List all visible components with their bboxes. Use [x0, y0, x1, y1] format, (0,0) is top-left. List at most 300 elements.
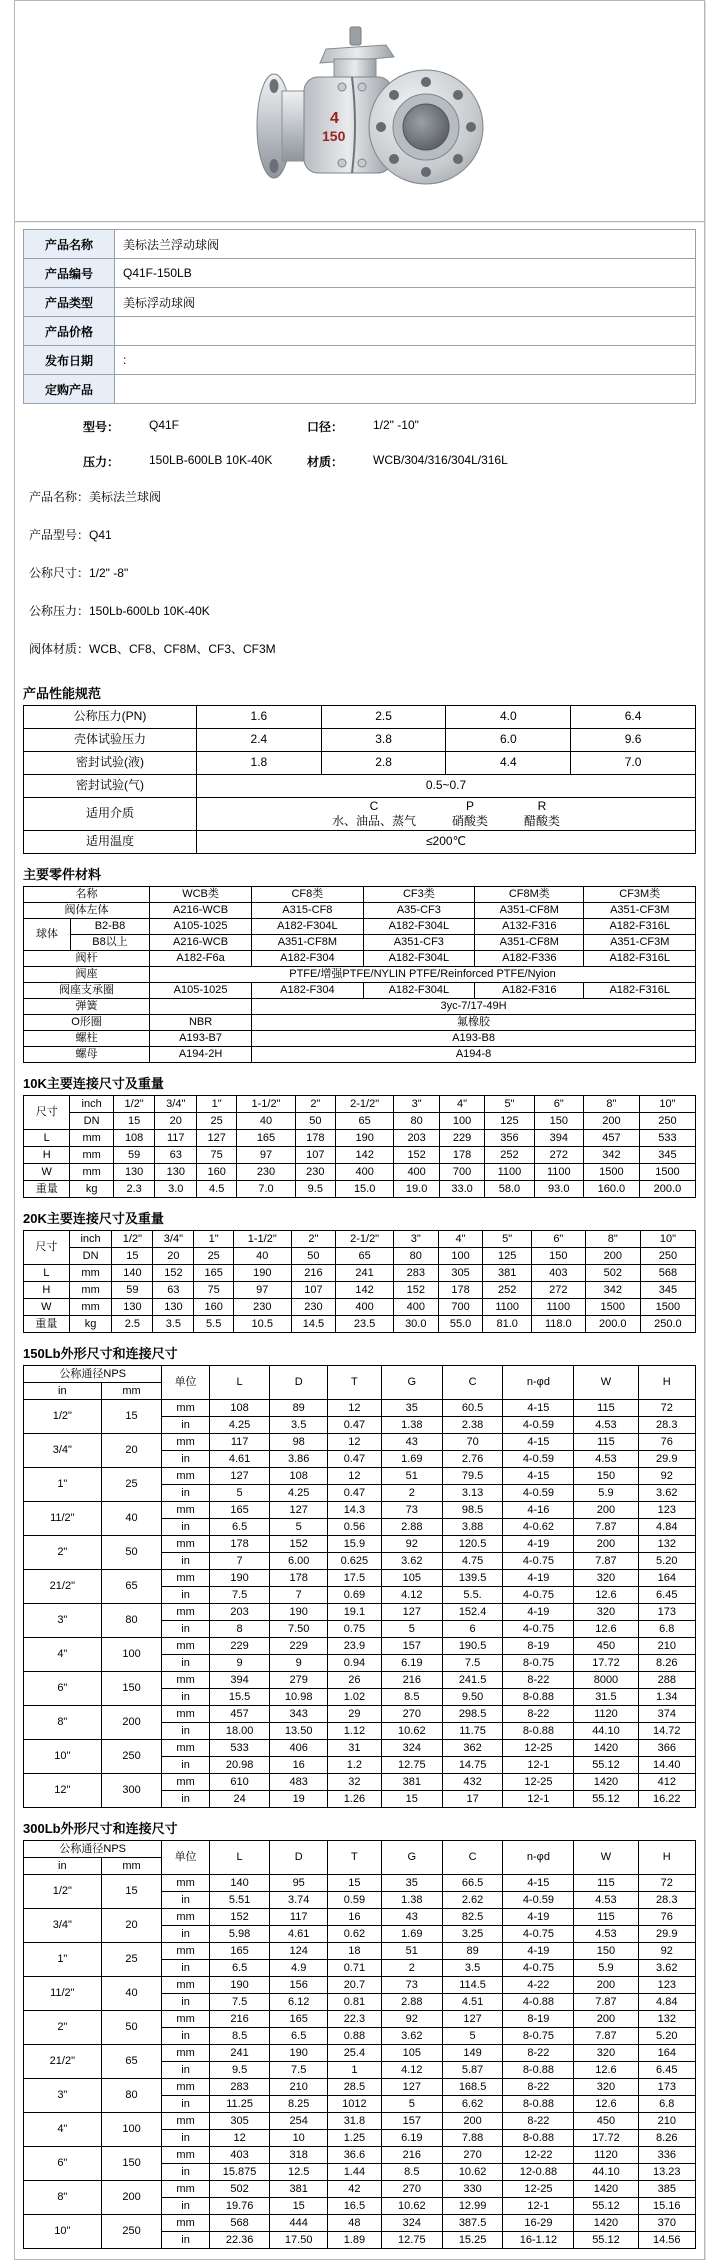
value-cell: 15.16	[638, 2198, 695, 2215]
dn-size-cell: 150	[534, 1113, 583, 1130]
product-description	[23, 474, 696, 657]
value-cell: 1.2	[327, 1757, 381, 1774]
dim-header-cell: D	[270, 1366, 327, 1400]
dn-size-cell: 50	[295, 1113, 335, 1130]
table-cell: A216-WCB	[150, 935, 252, 951]
value-cell: 4-0.75	[503, 1960, 574, 1977]
size-in-cell: 6"	[24, 1672, 102, 1706]
value-cell: 20.7	[327, 1977, 381, 1994]
unit-cell: mm	[162, 1468, 209, 1485]
value-cell: 0.47	[327, 1485, 381, 1502]
unit-cell: mm	[162, 1672, 209, 1689]
table-cell: 名称	[24, 887, 150, 903]
table-cell: 1.6	[197, 706, 322, 729]
size-in-cell: 3/4"	[24, 1909, 102, 1943]
value-cell: 5	[270, 1519, 327, 1536]
value-cell: 4.12	[381, 1587, 442, 1604]
inch-size-cell: 2"	[291, 1231, 336, 1248]
value-cell: 502	[209, 2181, 270, 2198]
value-cell: 1.38	[381, 1892, 442, 1909]
unit-cell: mm	[162, 2113, 209, 2130]
value-cell: 5.5	[194, 1316, 234, 1333]
value-cell: 7.87	[574, 1553, 638, 1570]
value-cell: 76	[638, 1909, 695, 1926]
value-cell: 241.5	[442, 1672, 503, 1689]
value-cell: 6.45	[638, 2062, 695, 2079]
value-cell: 1100	[483, 1299, 532, 1316]
table-cell: 6.4	[571, 706, 696, 729]
table-cell: A182-F304L	[363, 951, 475, 967]
info-row-value: 美标法兰浮动球阀	[115, 230, 696, 259]
unit-cell: in	[162, 1892, 209, 1909]
desc-line: 阀体材质：WCB、CF8、CF8M、CF3、CF3M	[29, 642, 276, 656]
dim-label-cell: L	[24, 1265, 70, 1282]
unit-cell: in	[162, 1485, 209, 1502]
value-cell: 342	[583, 1147, 639, 1164]
value-cell: 5.9	[574, 1960, 638, 1977]
value-cell: 1.12	[327, 1723, 381, 1740]
value-cell: 4-15	[503, 1875, 574, 1892]
desc-line: 公称尺寸：1/2" -8"	[29, 566, 129, 580]
value-cell: 250.0	[640, 1316, 695, 1333]
value-cell: 79.5	[442, 1468, 503, 1485]
inch-size-cell: 3/4"	[155, 1096, 197, 1113]
unit-cell: in	[162, 1791, 209, 1808]
value-cell: 203	[209, 1604, 270, 1621]
inch-size-cell: 5"	[483, 1231, 532, 1248]
value-cell: 0.59	[327, 1892, 381, 1909]
value-cell: 5.9	[574, 1485, 638, 1502]
value-cell: 241	[209, 2045, 270, 2062]
value-cell: 320	[574, 1570, 638, 1587]
value-cell: 7.87	[574, 1519, 638, 1536]
value-cell: 48	[327, 2215, 381, 2232]
dn-size-cell: 100	[439, 1113, 484, 1130]
value-cell: 200	[574, 1977, 638, 1994]
value-cell: 2.5	[112, 1316, 153, 1333]
value-cell: 160.0	[583, 1181, 639, 1198]
dn-size-cell: 15	[113, 1113, 155, 1130]
value-cell: 12-1	[503, 1757, 574, 1774]
table-cell: A182-F304	[252, 951, 364, 967]
table-cell: A182-F316L	[584, 919, 696, 935]
table-cell: 适用介质	[24, 798, 197, 831]
value-cell: 117	[270, 1909, 327, 1926]
value-cell: 3.5	[442, 1960, 503, 1977]
value-cell: 387.5	[442, 2215, 503, 2232]
value-cell: 394	[209, 1672, 270, 1689]
value-cell: 9.50	[442, 1689, 503, 1706]
value-cell: 4.53	[574, 1451, 638, 1468]
unit-cell: mm	[70, 1164, 113, 1181]
unit-cell: in	[162, 1655, 209, 1672]
value-cell: 10.62	[381, 2198, 442, 2215]
value-cell: 12.75	[381, 1757, 442, 1774]
value-cell: 118.0	[531, 1316, 585, 1333]
value-cell: 483	[270, 1774, 327, 1791]
value-cell: 200.0	[585, 1316, 640, 1333]
value-cell: 229	[270, 1638, 327, 1655]
value-cell: 4-16	[503, 1502, 574, 1519]
value-cell: 8.26	[638, 1655, 695, 1672]
value-cell: 58.0	[485, 1181, 534, 1198]
mm-header-cell: mm	[101, 1858, 162, 1875]
dn-size-cell: 65	[335, 1113, 393, 1130]
inch-label-cell: inch	[70, 1096, 113, 1113]
table-cell: 密封试验(液)	[24, 752, 197, 775]
value-cell: 270	[442, 2147, 503, 2164]
dim-label-cell: H	[24, 1147, 70, 1164]
value-cell: 4-0.59	[503, 1892, 574, 1909]
value-cell: 130	[112, 1299, 153, 1316]
table-cell: 螺柱	[24, 1031, 150, 1047]
value-cell: 8-0.88	[503, 2096, 574, 2113]
info-row-value: 美标浮动球阀	[115, 288, 696, 317]
value-cell: 1500	[585, 1299, 640, 1316]
table-cell: A351-CF8M	[475, 935, 584, 951]
value-cell: 6.62	[442, 2096, 503, 2113]
value-cell: 75	[194, 1282, 234, 1299]
inch-size-cell: 6"	[534, 1096, 583, 1113]
dim-header-cell: D	[270, 1841, 327, 1875]
value-cell: 16.22	[638, 1791, 695, 1808]
size-mm-cell: 80	[101, 1604, 162, 1638]
value-cell: 117	[155, 1130, 197, 1147]
value-cell: 14.72	[638, 1723, 695, 1740]
value-cell: 127	[381, 2079, 442, 2096]
value-cell: 157	[381, 1638, 442, 1655]
size-mm-cell: 25	[101, 1943, 162, 1977]
value-cell: 320	[574, 2045, 638, 2062]
value-cell: 374	[638, 1706, 695, 1723]
inch-size-cell: 1/2"	[112, 1231, 153, 1248]
table-cell: 4.0	[446, 706, 571, 729]
table-cell: PTFE/增强PTFE/NYLIN PTFE/Reinforced PTFE/Nyion	[150, 967, 696, 983]
table-cell: 0.5~0.7	[197, 775, 696, 798]
unit-cell: in	[162, 1417, 209, 1434]
dim-header-cell: n-φd	[503, 1841, 574, 1875]
value-cell: 5.87	[442, 2062, 503, 2079]
value-cell: 9	[209, 1655, 270, 1672]
value-cell: 6.45	[638, 1587, 695, 1604]
dim-label-cell: 重量	[24, 1316, 70, 1333]
value-cell: 1420	[574, 1774, 638, 1791]
dn-size-cell: 200	[583, 1113, 639, 1130]
value-cell: 55.12	[574, 2198, 638, 2215]
value-cell: 7.5	[270, 2062, 327, 2079]
value-cell: 23.5	[336, 1316, 394, 1333]
k10-table	[23, 1095, 696, 1198]
value-cell: 7.5	[442, 1655, 503, 1672]
value-cell: 178	[209, 1536, 270, 1553]
value-cell: 132	[638, 2011, 695, 2028]
table-cell: CF3M类	[584, 887, 696, 903]
value-cell: 272	[534, 1147, 583, 1164]
value-cell: 200	[442, 2113, 503, 2130]
value-cell: 1.38	[381, 1417, 442, 1434]
value-cell: 160	[197, 1164, 237, 1181]
value-cell: 11.25	[209, 2096, 270, 2113]
size-mm-cell: 15	[101, 1875, 162, 1909]
inch-size-cell: 1"	[197, 1096, 237, 1113]
value-cell: 200	[574, 1536, 638, 1553]
k20-table	[23, 1230, 696, 1333]
value-cell: 152	[270, 1536, 327, 1553]
dn-size-cell: 40	[237, 1113, 295, 1130]
value-cell: 8-0.75	[503, 1655, 574, 1672]
value-cell: 4-19	[503, 1909, 574, 1926]
value-cell: 3.62	[381, 1553, 442, 1570]
table-cell: A182-F6a	[150, 951, 252, 967]
value-cell: 345	[640, 1282, 695, 1299]
value-cell: 230	[295, 1164, 335, 1181]
size-in-cell: 1"	[24, 1943, 102, 1977]
unit-cell: mm	[162, 1570, 209, 1587]
inch-size-cell: 3/4"	[153, 1231, 194, 1248]
table-cell: 密封试验(气)	[24, 775, 197, 798]
dn-size-cell: 25	[194, 1248, 234, 1265]
inch-size-cell: 4"	[438, 1231, 483, 1248]
value-cell: 8000	[574, 1672, 638, 1689]
size-in-cell: 3/4"	[24, 1434, 102, 1468]
value-cell: 16.5	[327, 2198, 381, 2215]
value-cell: 55.12	[574, 2232, 638, 2249]
ball-valve-photo	[234, 23, 486, 199]
value-cell: 0.88	[327, 2028, 381, 2045]
value-cell: 8-0.88	[503, 1723, 574, 1740]
value-cell: 28.3	[638, 1892, 695, 1909]
unit-cell: mm	[162, 2181, 209, 2198]
value-cell: 12-0.88	[503, 2164, 574, 2181]
value-cell: 66.5	[442, 1875, 503, 1892]
unit-cell: mm	[162, 1638, 209, 1655]
nps-header-cell: 公称通径NPS	[24, 1841, 162, 1858]
value-cell: 130	[155, 1164, 197, 1181]
value-cell: 8.26	[638, 2130, 695, 2147]
value-cell: 59	[112, 1282, 153, 1299]
value-cell: 63	[155, 1147, 197, 1164]
info-row-label: 产品名称	[24, 230, 115, 259]
value-cell: 115	[574, 1875, 638, 1892]
value-cell: 17.72	[574, 1655, 638, 1672]
unit-cell: in	[162, 1689, 209, 1706]
table-cell: 6.0	[446, 729, 571, 752]
dim-label-cell: 重量	[24, 1181, 70, 1198]
table-cell: ≤200℃	[197, 831, 696, 854]
value-cell: 4-22	[503, 1977, 574, 1994]
value-cell: 164	[638, 1570, 695, 1587]
table-cell: A35-CF3	[363, 903, 475, 919]
value-cell: 0.62	[327, 1926, 381, 1943]
unit-cell: mm	[162, 1774, 209, 1791]
value-cell: 5.98	[209, 1926, 270, 1943]
unit-cell: in	[162, 1723, 209, 1740]
unit-cell: mm	[162, 2215, 209, 2232]
value-cell: 4.84	[638, 1994, 695, 2011]
quick-specs	[23, 404, 696, 474]
value-cell: 4.75	[442, 1553, 503, 1570]
value-cell: 3.62	[638, 1960, 695, 1977]
value-cell: 1420	[574, 1740, 638, 1757]
inch-size-cell: 2"	[295, 1096, 335, 1113]
unit-cell: mm	[69, 1265, 112, 1282]
value-cell: 98.5	[442, 1502, 503, 1519]
value-cell: 343	[270, 1706, 327, 1723]
value-cell: 6.8	[638, 1621, 695, 1638]
value-cell: 12.6	[574, 1587, 638, 1604]
inch-label-cell: inch	[69, 1231, 112, 1248]
value-cell: 139.5	[442, 1570, 503, 1587]
model-value: Q41F	[149, 418, 180, 432]
value-cell: 0.625	[327, 1553, 381, 1570]
table-cell: A194-2H	[150, 1047, 252, 1063]
dim-header-cell: H	[638, 1841, 695, 1875]
value-cell: 173	[638, 1604, 695, 1621]
value-cell: 2.38	[442, 1417, 503, 1434]
value-cell: 150	[574, 1468, 638, 1485]
value-cell: 142	[336, 1282, 394, 1299]
dim-header-cell: G	[381, 1841, 442, 1875]
value-cell: 89	[270, 1400, 327, 1417]
k10-title: 10K主要连接尺寸及重量	[23, 1076, 164, 1091]
unit-cell: mm	[162, 2147, 209, 2164]
value-cell: 4-0.59	[503, 1417, 574, 1434]
value-cell: 73	[381, 1502, 442, 1519]
value-cell: 457	[209, 1706, 270, 1723]
value-cell: 32	[327, 1774, 381, 1791]
value-cell: 55.0	[438, 1316, 483, 1333]
value-cell: 73	[381, 1977, 442, 1994]
value-cell: 16	[327, 1909, 381, 1926]
unit-cell: in	[162, 2028, 209, 2045]
value-cell: 381	[381, 1774, 442, 1791]
value-cell: 4.53	[574, 1926, 638, 1943]
value-cell: 22.36	[209, 2232, 270, 2249]
size-mm-cell: 150	[101, 2147, 162, 2181]
content-box	[14, 0, 705, 2260]
dim-header-cell: C	[442, 1841, 503, 1875]
value-cell: 130	[153, 1299, 194, 1316]
value-cell: 1.44	[327, 2164, 381, 2181]
value-cell: 44.10	[574, 2164, 638, 2181]
value-cell: 288	[638, 1672, 695, 1689]
value-cell: 19.0	[394, 1181, 439, 1198]
inch-size-cell: 8"	[583, 1096, 639, 1113]
value-cell: 1.34	[638, 1689, 695, 1706]
value-cell: 12.5	[270, 2164, 327, 2181]
value-cell: 8.5	[381, 1689, 442, 1706]
value-cell: 0.47	[327, 1417, 381, 1434]
value-cell: 568	[640, 1265, 695, 1282]
value-cell: 178	[295, 1130, 335, 1147]
dn-size-cell: 250	[640, 1248, 695, 1265]
value-cell: 412	[638, 1774, 695, 1791]
dim-label-cell: H	[24, 1282, 70, 1299]
dim-label-cell: W	[24, 1299, 70, 1316]
value-cell: 152	[209, 1909, 270, 1926]
value-cell: 610	[209, 1774, 270, 1791]
value-cell: 700	[439, 1164, 484, 1181]
value-cell: 17.50	[270, 2232, 327, 2249]
value-cell: 568	[209, 2215, 270, 2232]
unit-cell: kg	[69, 1316, 112, 1333]
value-cell: 12-25	[503, 2181, 574, 2198]
value-cell: 1120	[574, 2147, 638, 2164]
value-cell: 165	[237, 1130, 295, 1147]
inch-size-cell: 10"	[639, 1096, 695, 1113]
value-cell: 35	[381, 1400, 442, 1417]
value-cell: 1100	[485, 1164, 534, 1181]
value-cell: 89	[442, 1943, 503, 1960]
value-cell: 28.3	[638, 1417, 695, 1434]
value-cell: 8-22	[503, 1672, 574, 1689]
size-corner-cell: 尺寸	[24, 1096, 70, 1130]
table-cell: 阀杆	[24, 951, 150, 967]
table-cell: 2.8	[321, 752, 446, 775]
value-cell: 55.12	[574, 1757, 638, 1774]
value-cell: 4-0.62	[503, 1519, 574, 1536]
value-cell: 60.5	[442, 1400, 503, 1417]
unit-cell: mm	[162, 1502, 209, 1519]
value-cell: 0.47	[327, 1451, 381, 1468]
value-cell: 16	[270, 1757, 327, 1774]
inch-size-cell: 1-1/2"	[237, 1096, 295, 1113]
value-cell: 115	[574, 1909, 638, 1926]
value-cell: 72	[638, 1875, 695, 1892]
value-cell: 142	[335, 1147, 393, 1164]
value-cell: 0.94	[327, 1655, 381, 1672]
performance-table	[23, 705, 696, 854]
value-cell: 51	[381, 1943, 442, 1960]
value-cell: 11.75	[442, 1723, 503, 1740]
unit-cell: mm	[162, 1434, 209, 1451]
unit-cell: mm	[162, 1875, 209, 1892]
value-cell: 6.19	[381, 2130, 442, 2147]
value-cell: 127	[442, 2011, 503, 2028]
value-cell: 190	[335, 1130, 393, 1147]
value-cell: 450	[574, 1638, 638, 1655]
value-cell: 97	[237, 1147, 295, 1164]
dn-label-cell: DN	[69, 1248, 112, 1265]
table-cell: A132-F316	[475, 919, 584, 935]
value-cell: 450	[574, 2113, 638, 2130]
value-cell: 254	[270, 2113, 327, 2130]
value-cell: 16-1.12	[503, 2232, 574, 2249]
media-class-groups: C 水、油品、蒸气 P 硝酸类 R 醋酸类	[331, 799, 561, 828]
value-cell: 12	[327, 1468, 381, 1485]
table-cell: A105-1025	[150, 983, 252, 999]
value-cell: 15.875	[209, 2164, 270, 2181]
inch-size-cell: 10"	[640, 1231, 695, 1248]
value-cell: 92	[381, 1536, 442, 1553]
value-cell: 127	[209, 1468, 270, 1485]
value-cell: 432	[442, 1774, 503, 1791]
value-cell: 403	[531, 1265, 585, 1282]
value-cell: 342	[585, 1282, 640, 1299]
dim-header-cell: n-φd	[503, 1366, 574, 1400]
value-cell: 15	[327, 1875, 381, 1892]
value-cell: 105	[381, 1570, 442, 1587]
value-cell: 7.88	[442, 2130, 503, 2147]
value-cell: 72	[638, 1400, 695, 1417]
value-cell: 7.87	[574, 1994, 638, 2011]
value-cell: 17.5	[327, 1570, 381, 1587]
value-cell: 0.71	[327, 1960, 381, 1977]
table-cell: 4.4	[446, 752, 571, 775]
value-cell: 2.88	[381, 1519, 442, 1536]
value-cell: 270	[381, 2181, 442, 2198]
value-cell: 1500	[583, 1164, 639, 1181]
